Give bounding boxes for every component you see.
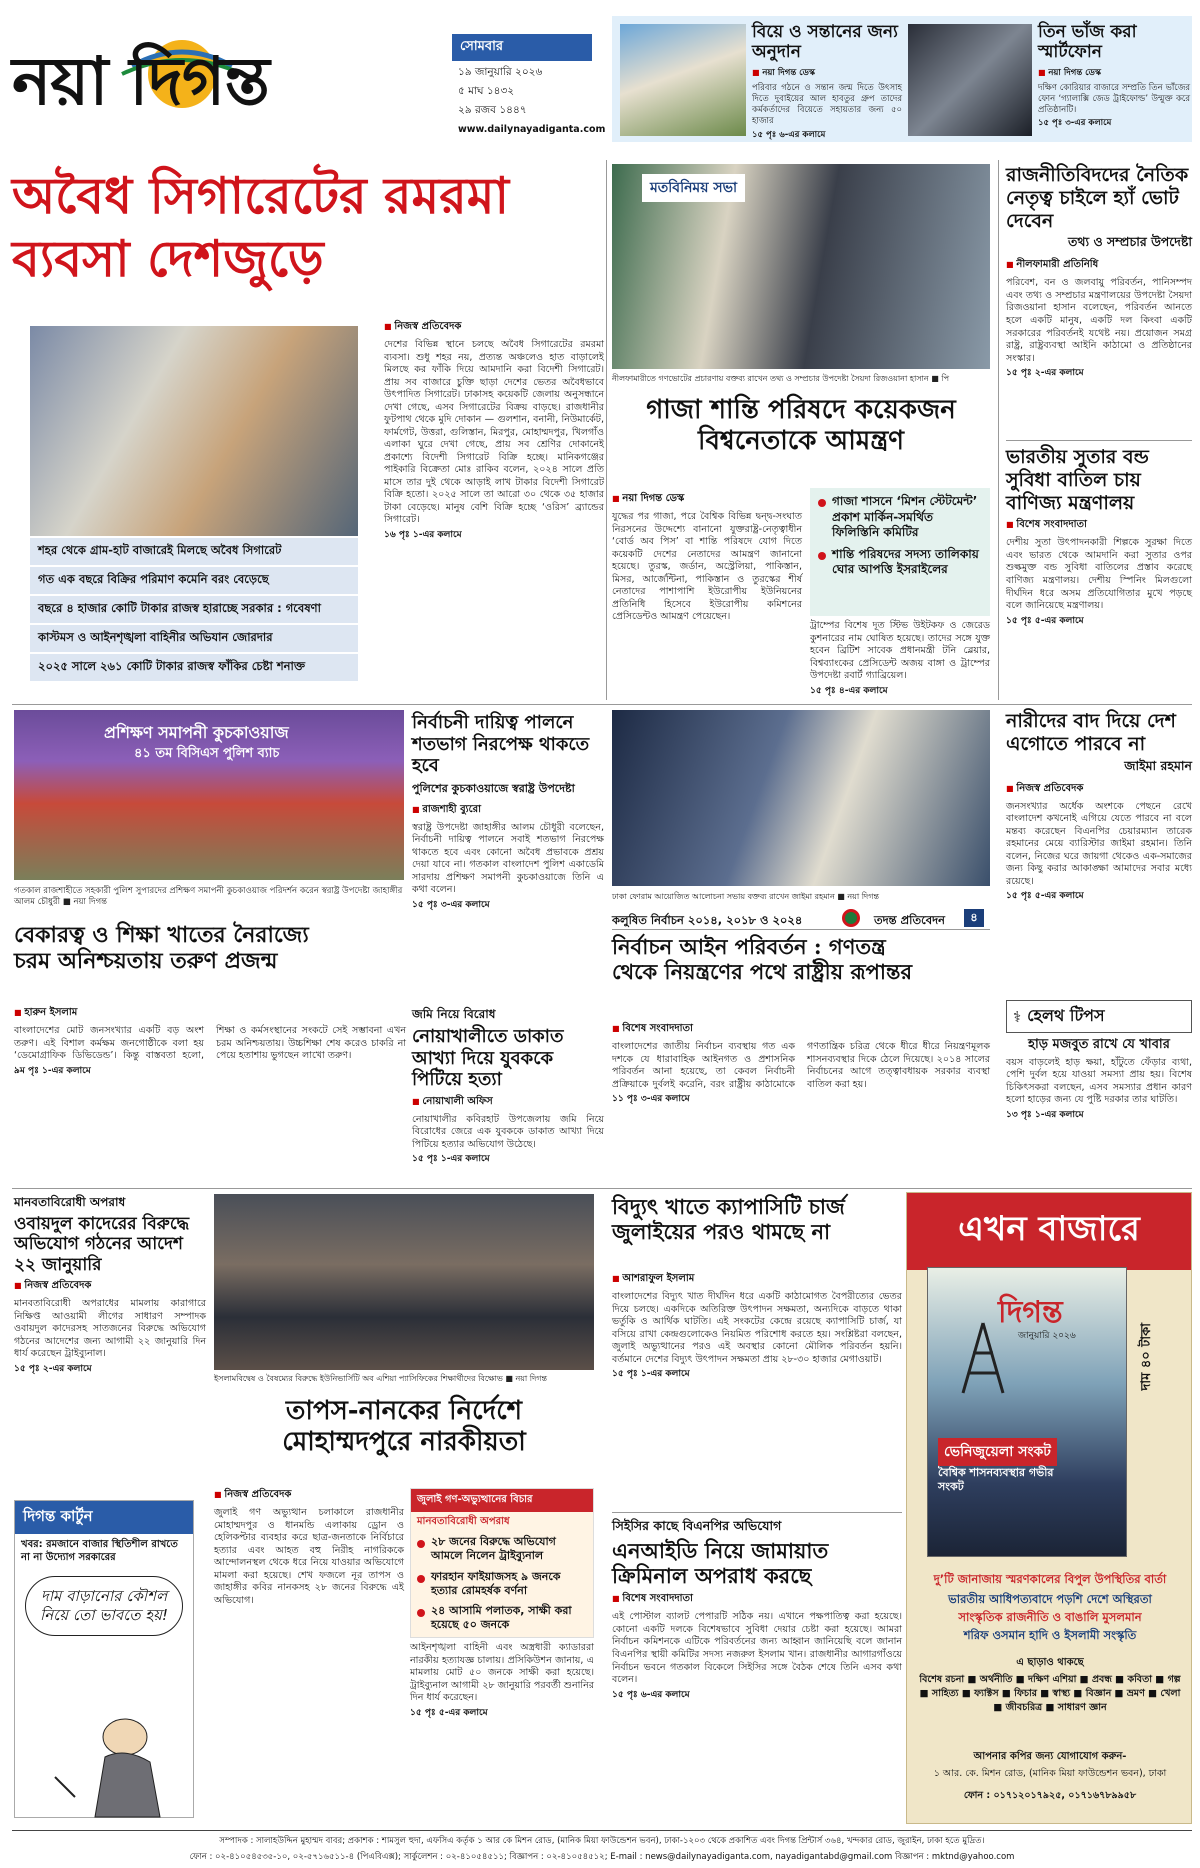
lead-headline[interactable] xyxy=(12,165,612,305)
election-tag: তদন্ত প্রতিবেদন xyxy=(874,913,946,927)
magazine-name: দিগন্ত xyxy=(998,1295,1063,1330)
taposh-headline-line1[interactable]: তাপস-নানকের নির্দেশে xyxy=(285,1396,523,1426)
youth-headline-line1[interactable]: বেকারত্ব ও শিক্ষা খাতের নৈরাজ্যে xyxy=(14,922,309,948)
ad-contact: ১ আর. কে. মিশন রোড, (মানিক মিয়া ফাউন্ডেশন ভবন), ঢাকা xyxy=(933,1768,1167,1779)
magazine-month: জানুয়ারি ২০২৬ xyxy=(1018,1331,1076,1341)
gaza-article-col2 xyxy=(810,620,990,696)
cartoon-figure-icon xyxy=(15,1707,193,1817)
teaser-grants-byline: ■ নয়া দিগন্ত ডেস্ক xyxy=(752,66,902,80)
lead-strips xyxy=(30,538,358,694)
lead-strip-4: কাস্টমস ও আইনশৃঙ্খলা বাহিনীর অভিযান জোরদার xyxy=(30,625,358,654)
youth-headline[interactable] xyxy=(14,922,406,1000)
health-continued[interactable]: ১৩ পৃঃ ১-এর কলামে xyxy=(1006,1109,1084,1120)
youth-story xyxy=(14,1002,406,1182)
lead-strip-5: ২০২৫ সালে ২৬১ কোটি টাকার রাজস্ব ফাঁকির চেষ্টা শনাক্ত xyxy=(30,654,358,683)
nid-headline-line2[interactable]: ক্রিমিনাল অপরাধ করছে xyxy=(612,1563,812,1589)
lead-headline-line2[interactable]: ব্যবসা দেশজুড়ে xyxy=(12,228,324,288)
women-story xyxy=(1006,710,1192,1000)
gaza-bullet-2: শান্তি পরিষদের সদস্য তালিকায় ঘোর আপত্তি ইসরাইলের xyxy=(818,547,982,578)
power-story xyxy=(612,1268,902,1508)
health-logo xyxy=(1006,1000,1192,1033)
yarn-body: দেশীয় সুতা উৎপাদনকারী শিল্পকে সুরক্ষা দিতে এবং ভারত থেকে আমদানি করা সুতার ওপর শুল্কমুক্ত বন্ড সুবিধা বাতিলের প্রস্তাব করেছে বাণিজ্য মন্ত্রণালয়। দেশীয় স্পিনিং মিলগুলো দীর্ঘদিন ধরে অসম প্রতিযোগিতার মুখে পড়ছে বলে জানিয়েছে মন্ত্রণালয়। xyxy=(1006,537,1192,612)
gaza-byline: ■ নয়া দিগন্ত ডেস্ক xyxy=(612,491,802,508)
taposh-bullet-2: ফারহান ফাইয়াজসহ ৯ জনকে হত্যার রোমহর্ষক বর্ণনা xyxy=(417,1570,587,1599)
lead-photo xyxy=(30,326,358,536)
gaza-photo-banner: মতবিনিময় সভা xyxy=(642,174,745,202)
taposh-col1 xyxy=(214,1484,404,1820)
lead-byline: ■ নিজস্ব প্রতিবেদক xyxy=(384,319,604,336)
yarn-continued[interactable]: ১৫ পৃঃ ৫-এর কলামে xyxy=(1006,615,1084,626)
date-hijri: ২৯ রজব ১৪৪৭ xyxy=(458,104,527,116)
women-byline: ■ নিজস্ব প্রতিবেদক xyxy=(1006,781,1192,798)
health-headline[interactable]: হাড় মজবুত রাখে যে খাবার xyxy=(1028,1037,1170,1052)
election-series: কলুষিত নির্বাচন ২০১৪, ২০১৮ ও ২০২৪ xyxy=(612,913,803,927)
date-english: ১৯ জানুয়ারি ২০২৬ xyxy=(458,66,543,78)
noakhali-story xyxy=(412,1006,604,1182)
election-series-bar xyxy=(612,908,990,930)
noakhali-headline[interactable]: নোয়াখালীতে ডাকাত আখ্যা দিয়ে যুবককে পিটিয়ে হত্যা xyxy=(412,1026,564,1091)
election-part: ৪ xyxy=(964,909,984,927)
police-photo-sub: ৪১ তম বিসিএস পুলিশ ব্যাচ xyxy=(134,746,280,761)
lead-continued[interactable]: ১৬ পৃঃ ১-এর কলামে xyxy=(384,529,462,540)
cartoon-label: দিগন্ত কার্টুন xyxy=(15,1501,193,1534)
taposh-headline[interactable] xyxy=(214,1396,594,1480)
women-headline[interactable]: নারীদের বাদ দিয়ে দেশ এগোতে পারবে না xyxy=(1006,710,1176,755)
teaser-photo-family xyxy=(620,24,746,136)
taposh-headline-line2[interactable]: মোহাম্মদপুরে নারকীয়তা xyxy=(282,1427,526,1458)
women-sub: জাইমা রহমান xyxy=(1124,757,1192,773)
teaser-phone[interactable] xyxy=(1038,22,1190,140)
election-story xyxy=(612,1018,990,1184)
power-headline-line1[interactable]: বিদ্যুৎ খাতে ক্যাপাসিটি চার্জ xyxy=(612,1194,845,1219)
police-sub: পুলিশের কুচকাওয়াজে স্বরাষ্ট্র উপদেষ্টা xyxy=(412,781,575,795)
ad-line4: শরিফ ওসমান হাদি ও ইসলামী সংস্কৃতি xyxy=(963,1628,1137,1642)
gaza-bullet-1: গাজা শাসনে ‘মিশন স্টেটমেন্ট’ প্রকাশ মার্কিন-সমর্থিত ফিলিস্তিনি কমিটির xyxy=(818,494,982,541)
taposh-box xyxy=(410,1488,594,1638)
nid-story xyxy=(612,1518,902,1824)
oil-rig-icon xyxy=(948,1318,1018,1398)
obaidul-body: মানবতাবিরোধী অপরাধের মামলায় কারাগারে নিক্ষিপ্ত আওয়ামী লীগের সাধারণ সম্পাদক ওবায়দুল কাদেরসহ সাতজনের বিরুদ্ধে অভিযোগ গঠনের আদেশের জন্য আগামী ২২ জানুয়ারি দিন ধার্য করেছেন ট্রাইব্যুনাল। xyxy=(14,1298,206,1360)
taposh-bullet-1: ২৮ জনের বিরুদ্ধে অভিযোগ আমলে নিলেন ট্রাইব্যুনাল xyxy=(417,1535,587,1564)
website-url[interactable]: www.dailynayadiganta.com xyxy=(458,124,606,135)
cartoon-bubble: দাম বাড়ানোর কৌশল নিয়ে তো ভাবতে হয়! xyxy=(25,1576,183,1636)
weekday: সোমবার xyxy=(452,34,592,61)
youth-continued[interactable]: ৯ম পৃঃ ১-এর কলামে xyxy=(14,1065,91,1076)
cartoon-box xyxy=(14,1500,194,1818)
gaza-article-col1 xyxy=(612,488,802,694)
ad-line3: সাংস্কৃতিক রাজনীতি ও বাঙালি মুসলমান xyxy=(958,1610,1142,1624)
politicians-byline: ■ নীলফামারী প্রতিনিধি xyxy=(1006,257,1192,274)
gaza-body-2: ট্রাম্পের বিশেষ দূত স্টিভ উইটকফ ও জেরেড কুশনারের নাম ঘোষিত হয়েছে। তাদের সঙ্গে যুক্ত হবেন ব্রিটিশ সাবেক প্রধানমন্ত্রী টনি ব্লেয়ার, বিশ্বব্যাংকের প্রেসিডেন্ট অজয় বাঙ্গা ও ট্রাম্পের উপদেষ্টা রবার্ট গ্যাব্রিয়েল। xyxy=(810,620,990,682)
gaza-photo xyxy=(612,164,990,369)
obaidul-byline: ■ নিজস্ব প্রতিবেদক xyxy=(14,1278,206,1295)
lead-body: দেশের বিভিন্ন স্থানে চলছে অবৈধ সিগারেটের রমরমা ব্যবসা। শুধু শহর নয়, প্রত্যন্ত অঞ্চলেও হাত বাড়ালেই মিলছে কর ফাঁকি দিয়ে আমদানি করা বিদেশী সিগারেট। প্রায় সব বাজারে চুক্তি ছাড়া দেশের ভেতর অবৈধভাবে উৎপাদিত সিগারেট। ঢাকাসহ কয়েকটি জেলায় অনুসন্ধানে দেখা গেছে, এসব সিগারেটের বিক্রয় বাড়ছে। রাজধানীর ফুটপাথ থেকে মুদি দোকান — গুলশান, বনানী, নিউমার্কেট, ফার্মগেট, উত্তরা, গুলিস্তান, মিরপুর, মোহাম্মদপুর, খিলগাঁও এলাকা ঘুরে দেখা গেছে, প্রায় সব শ্রেণির দোকানেই প্রকাশ্যে বিদেশী সিগারেট বিক্রি হচ্ছে। মানিকগঞ্জের পাইকারি বিক্রেতা মোঃ রাকিব বলেন, ২০২৪ সালে প্রতি মাসে তার দুই থেকে আড়াই লাখ টাকার বিদেশী সিগারেট বিক্রি হতো। ২০২৫ সালে তা আরো ৩০ থেকে ৩৫ হাজার টাকা বেড়েছে। মানুষ বেশি বিক্রি হচ্ছে ‘ওরিস’ ব্র্যান্ডের সিগারেট। xyxy=(384,339,604,526)
taposh-bullet-3: ২৪ আসামি পলাতক, সাক্ষী করা হয়েছে ৫০ জনকে xyxy=(417,1604,587,1633)
magazine-cover xyxy=(927,1267,1127,1557)
election-byline: ■ বিশেষ সংবাদদাতা xyxy=(612,1021,990,1038)
cartoon-headline: খবর: রমজানে বাজার স্থিতিশীল রাখতে না না উদ্যোগ সরকারের xyxy=(21,1539,178,1563)
protest-caption: ইসলামবিদ্বেষ ও বৈষম্যের বিরুদ্ধে ইউনিভার্সিটি অব এশিয়া প্যাসিফিকের শিক্ষার্থীদের বিক্ষোভ ■ নয়া দিগন্ত xyxy=(214,1374,548,1383)
teaser-grants[interactable] xyxy=(752,22,902,140)
nid-continued[interactable]: ১৫ পৃঃ ৬-এর কলামে xyxy=(612,1689,690,1700)
election-headline-line2[interactable]: থেকে নিয়ন্ত্রণের পথে রাষ্ট্রীয় রূপান্তর xyxy=(612,959,913,985)
gaza-body: যুদ্ধের পর গাজা, পরে বৈশ্বিক বিভিন্ন দ্বন্দ্ব-সংঘাত নিরসনের উদ্দেশ্যে বানানো যুক্তরাষ্ট্র-নেতৃত্বাধীন ‘বোর্ড অব পিস’ বা শান্তি পরিষদে যোগ দিতে কয়েকটি দেশের নেতাদের আমন্ত্রণ জানানো হয়েছে। তুরস্ক, জর্ডান, অস্ট্রেলিয়া, পাকিস্তান, মিসর, আর্জেন্টিনা, পাকিস্তান ও তুরস্কের শীর্ষ নেতাদের পাশাপাশি ইউরোপীয় ইউনিয়নের প্রতিনিধি হিসেবে ইউরোপীয় কমিশনের প্রেসিডেন্টও আমন্ত্রণ পেয়েছেন। xyxy=(612,511,802,623)
teaser-grants-cont[interactable]: ১৫ পৃঃ ৬-এর কলামে xyxy=(752,129,826,140)
ad-price: দাম ৪০ টাকা xyxy=(1139,1323,1154,1391)
ad-title: এখন বাজারে xyxy=(907,1193,1191,1270)
yarn-story xyxy=(1006,446,1192,696)
politicians-sub: তথ্য ও সম্প্রচার উপদেষ্টা xyxy=(1068,234,1192,250)
newspaper-logo[interactable]: নয়া দিগন্ত xyxy=(12,42,269,120)
date-bangla: ৫ মাঘ ১৪৩২ xyxy=(458,85,515,97)
noakhali-body: নোয়াখালীর কবিরহাট উপজেলায় জমি নিয়ে বিরোধের জেরে এক যুবককে ডাকাত আখ্যা দিয়ে পিটিয়ে হত্যার অভিযোগ উঠেছে। xyxy=(412,1113,604,1150)
teaser-phone-cont[interactable]: ১৫ পৃঃ ৩-এর কলামে xyxy=(1038,118,1112,129)
protest-photo xyxy=(214,1194,594,1370)
police-body: স্বরাষ্ট্র উপদেষ্টা জাহাঙ্গীর আলম চৌধুরী বলেছেন, নির্বাচনী দায়িত্ব পালনে সবাই শতভাগ নিরপেক্ষ থাকতে হবে এবং কোনো অবৈধ প্রভাবকে প্রশ্রয় দেয়া যাবে না। গতকাল বাংলাদেশ পুলিশ একাডেমি সারদায় প্রশিক্ষণ সমাপনী কুচকাওয়াজে তিনি এ কথা বলেন। xyxy=(412,821,604,896)
teaser-phone-title[interactable]: তিন ভাঁজ করা স্মার্টফোন xyxy=(1038,22,1137,63)
noakhali-byline: ■ নোয়াখালী অফিস xyxy=(412,1094,604,1111)
teaser-phone-text: দক্ষিণ কোরিয়ার বাজারে সম্প্রতি তিন ভাঁজের ফোন ‘গ্যালাক্সি জেড ট্রাইফোল্ড’ উন্মুক্ত করে প্রতিষ্ঠানটি। xyxy=(1038,82,1190,116)
teaser-grants-text: পরিবার গঠনে ও সন্তান জন্ম দিতে উৎসাহ দিতে দুবাইয়ের আল হাবতুর গ্রুপ তাদের কর্মকর্তাদের বিয়েতে সহায়তার জন্য ৫০ হাজার xyxy=(752,82,902,127)
taposh-box-head: জুলাই গণ-অভ্যুত্থানের বিচার xyxy=(411,1489,593,1512)
nid-body: এই পোস্টাল ব্যালট পেপারটি সঠিক নয়। এখানে পক্ষপাতিত্ব করা হয়েছে। কোনো একটি দলকে বিশেষভাবে সুবিধা দেয়ার চেষ্টা করা হয়েছে। আমরা নির্বাচন কমিশনকে এটিকে পরিবর্তনের জন্য আহ্বান জানিয়েছি বলে জানান বিএনপির স্থায়ী কমিটির সদস্য নজরুল ইসলাম খান। রাজধানীর আগারগাঁওয়ে নির্বাচন ভবনে গতকাল বিকেলে সিইসির সঙ্গে বৈঠক শেষে তিনি এসব কথা বলেন। xyxy=(612,1611,902,1686)
taposh-continued[interactable]: ১৫ পৃঃ ৫-এর কলামে xyxy=(410,1707,488,1718)
ad-lead: দু’টি জানাজায় স্মরণকালের বিপুল উপস্থিতির বার্তা xyxy=(933,1572,1167,1586)
magazine-ad[interactable] xyxy=(906,1192,1192,1824)
doctor-icon: ⚕ xyxy=(1013,1007,1022,1026)
ad-tags: বিশেষ রচনা ■ অর্থনীতি ■ দক্ষিণ এশিয়া ■ প্রবন্ধ ■ কবিতা ■ গল্প ■ সাহিত্য ■ ফ্যাক্টস ■ ফিচার ■ স্বাস্থ্য ■ বিজ্ঞান ■ ভ্রমণ ■ খেলা ■ জীবচরিত্র ■ সাধারণ জ্ঞান xyxy=(919,1674,1181,1713)
teaser-phone-byline: ■ নয়া দিগন্ত ডেস্ক xyxy=(1038,66,1190,80)
police-byline: ■ রাজশাহী ব্যুরো xyxy=(412,802,604,819)
police-story xyxy=(412,712,604,1002)
election-headline-line1[interactable]: নির্বাচন আইন পরিবর্তন : গণতন্ত্র xyxy=(612,934,886,959)
obaidul-story xyxy=(14,1194,206,1494)
politicians-body: পরিবেশ, বন ও জলবায়ু পরিবর্তন, পানিসম্পদ এবং তথ্য ও সম্প্রচার মন্ত্রণালয়ের উপদেষ্টা সৈয়দা রিজওয়ানা হাসান বলেছেন, পরিবর্তন আনতে হলে একটি মানুষ, একটি দল কিংবা একটি সরকারের পরিবর্তনই যথেষ্ট নয়। প্রয়োজন সমগ্র রাষ্ট্র, রাষ্ট্রব্যবস্থা আইনি কাঠামো ও প্রতিষ্ঠানের সংস্কার। xyxy=(1006,277,1192,364)
police-photo-banner: প্রশিক্ষণ সমাপনী কুচকাওয়াজ xyxy=(104,723,289,742)
taposh-box-sub: মানবতাবিরোধী অপরাধ xyxy=(417,1516,510,1527)
gaza-headline-line2[interactable]: বিশ্বনেতাকে আমন্ত্রণ xyxy=(698,426,904,457)
nid-kicker: সিইসির কাছে বিএনপির অভিযোগ xyxy=(612,1518,782,1533)
taposh-byline: ■ নিজস্ব প্রতিবেদক xyxy=(214,1487,404,1504)
election-body: বাংলাদেশের জাতীয় নির্বাচন ব্যবস্থায় গত এক দশকে যে ধারাবাহিক আইনগত ও প্রশাসনিক পরিবর্তন আনা হয়েছে, তা কেবল নির্বাচনী প্রক্রিয়াকে দুর্বলই করেনি, বরং রাষ্ট্রীয় কাঠামোকে গণতান্ত্রিক চরিত্র থেকে ধীরে ধীরে নিয়ন্ত্রণমূলক শাসনব্যবস্থার দিকে ঠেলে দিয়েছে। ২০১৪ সালের নির্বাচনের আগে তত্ত্বাবধায়ক সরকার ব্যবস্থা বাতিল করা হয়। xyxy=(612,1041,990,1090)
health-logo-text: হেলথ টিপস xyxy=(1027,1006,1105,1025)
seal-icon xyxy=(842,909,860,927)
health-body: বয়স বাড়লেই হাড় ক্ষয়া, হাঁটুতে ফেঁড়ার ব্যথা, পেশি দুর্বল হয়ে যাওয়া সমস্যা প্রায় হয়। বিশেষ চিকিৎসকরা বলছেন, এসব সমস্যার প্রধান কারণ হলো হাড়ের জন্য যে পুষ্টি দরকার তার ঘাটতি। xyxy=(1006,1056,1192,1106)
gaza-continued[interactable]: ১৫ পৃঃ ৪-এর কলামে xyxy=(810,685,888,696)
lead-strip-2: গত এক বছরে বিক্রির পরিমাণ কমেনি বরং বেড়েছে xyxy=(30,567,358,596)
noakhali-kicker: জমি নিয়ে বিরোধ xyxy=(412,1007,496,1021)
politicians-story xyxy=(1006,164,1192,434)
youth-byline: ■ হারুন ইসলাম xyxy=(14,1005,406,1022)
nid-headline-line1[interactable]: এনআইডি নিয়ে জামায়াত xyxy=(612,1538,829,1563)
imprint-line2: ফোন : ০২-৪১০৫৪৫৩৫-১০, ০২-৫৭১৬৫১১-৪ (পিএবিএক্স); সার্কুলেশন : ০২-৪১০৫৪৫১১; বিজ্ঞাপন : ০২-৪১০৫৪৫১২; E-mail : news@dailynayadiganta.com, nayadigantabd@gmail.com বিজ্ঞাপন : mktnd@yahoo.com xyxy=(189,1852,1015,1862)
power-headline-line2[interactable]: জুলাইয়ের পরও থামছে না xyxy=(612,1219,831,1245)
yarn-headline[interactable]: ভারতীয় সুতার বন্ড সুবিধা বাতিল চায় বাণিজ্য মন্ত্রণালয় xyxy=(1006,446,1149,514)
ad-contact-label: আপনার কপির জন্য যোগাযোগ করুন- xyxy=(973,1751,1127,1762)
women-body: জনসংখ্যার অর্ধেক অংশকে পেছনে রেখে বাংলাদেশ কখনোই এগিয়ে যেতে পারবে না বলে মন্তব্য করেছেন বিএনপির চেয়ারম্যান তারেক রহমানের মেয়ে ব্যারিস্টার জাইমা রহমান। তিনি বলেন, নিজের ঘরে জায়গা থেকেও এক-সমাজের জন্য কিছু করার আকাঙ্ক্ষা আমাদের সবার মধ্যে রয়েছে। xyxy=(1006,800,1192,887)
noakhali-continued[interactable]: ১৫ পৃঃ ১-এর কলামে xyxy=(412,1154,490,1165)
ad-also: এ ছাড়াও থাকছে xyxy=(1016,1657,1084,1668)
date-box xyxy=(452,34,606,135)
gaza-photo-caption: নীলফামারীতে গণভোটের প্রচারণায় বক্তব্য রাখেন তথ্য ও সম্প্রচার উপদেষ্টা সৈয়দা রিজওয়ানা হাসান ■ পি xyxy=(612,374,950,383)
forum-caption: ঢাকা ফোরাম আয়োজিত আলোচনা সভায় বক্তব্য রাখেন জাইমা রহমান ■ নয়া দিগন্ত xyxy=(612,892,879,901)
obaidul-kicker: মানবতাবিরোধী অপরাধ xyxy=(14,1195,126,1209)
power-byline: ■ আশরাফুল ইসলাম xyxy=(612,1271,902,1288)
forum-photo xyxy=(612,710,990,886)
police-photo xyxy=(14,710,404,880)
health-story xyxy=(1006,1000,1192,1184)
power-continued[interactable]: ১৫ পৃঃ ১-এর কলামে xyxy=(612,1369,690,1380)
power-headline[interactable] xyxy=(612,1194,902,1266)
women-continued[interactable]: ১৫ পৃঃ ৫-এর কলামে xyxy=(1006,891,1084,902)
lead-strip-1: শহর থেকে গ্রাম-হাট বাজারেই মিলছে অবৈধ সিগারেট xyxy=(30,538,358,567)
obaidul-continued[interactable]: ১৫ পৃঃ ২-এর কলামে xyxy=(14,1363,92,1374)
teaser-photo-phone xyxy=(908,24,1032,136)
power-body: বাংলাদেশের বিদ্যুৎ খাত দীর্ঘদিন ধরে একটি কাঠামোগত বৈপরীত্যের ভেতর দিয়ে চলছে। একদিকে অতিরিক্ত উৎপাদন সক্ষমতা, অন্যদিকে বাড়তে থাকা ভর্তুকি ও আর্থিক ঘাটতি। এই সংকটের কেন্দ্রে রয়েছে ক্যাপাসিটি চার্জ, যা বসিয়ে রাখা কেন্দ্রগুলোকেও নিয়মিত পরিশোধ করতে হয়। সংশ্লিষ্টরা বলছেন, জুলাই অভ্যুত্থানের পরও এই অবস্থার কোনো মৌলিক পরিবর্তন হয়নি। বর্তমানে দেশের বিদ্যুৎ উৎপাদন সক্ষমতা প্রায় ২৮-৩০ হাজার মেগাওয়াট। xyxy=(612,1291,902,1365)
election-continued[interactable]: ১১ পৃঃ ৩-এর কলামে xyxy=(612,1094,690,1105)
cover-headline: ভেনিজুয়েলা সংকট xyxy=(938,1438,1057,1466)
lead-strip-3: বছরে ৪ হাজার কোটি টাকার রাজস্ব হারাচ্ছে সরকার : গবেষণা xyxy=(30,596,358,625)
police-caption: গতকাল রাজশাহীতে সহকারী পুলিশ সুপারদের প্রশিক্ষণ সমাপনী কুচকাওয়াজ পরিদর্শন করেন স্বরাষ্ট্র উপদেষ্টা জাহাঙ্গীর আলম চৌধুরী ■ নয়া দিগন্ত xyxy=(14,886,403,907)
gaza-headline[interactable] xyxy=(612,395,990,485)
politicians-continued[interactable]: ১৫ পৃঃ ২-এর কলামে xyxy=(1006,368,1084,379)
taposh-col2 xyxy=(410,1642,594,1822)
election-headline[interactable] xyxy=(612,934,990,1016)
gaza-bullet-box xyxy=(810,488,990,616)
gaza-headline-line1[interactable]: গাজা শান্তি পরিষদে কয়েকজন xyxy=(646,395,956,425)
nid-byline: ■ বিশেষ সংবাদদাতা xyxy=(612,1591,902,1608)
imprint-footer xyxy=(12,1830,1192,1866)
ad-phones: ফোন : ০১৭১২০১৭৯২৫, ০১৭১৬৭৮৯৯৫৮ xyxy=(963,1790,1137,1801)
yarn-byline: ■ বিশেষ সংবাদদাতা xyxy=(1006,517,1192,534)
police-headline[interactable]: নির্বাচনী দায়িত্ব পালনে শতভাগ নিরপেক্ষ থাকতে হবে xyxy=(412,712,590,777)
taposh-body-2: আইনশৃঙ্খলা বাহিনী এবং অস্ত্রধারী ক্যাডাররা নারকীয় হত্যাযজ্ঞ চালায়। প্রসিকিউশন জানায়, এ মামলায় মোট ৫০ জনকে সাক্ষী করা হয়েছে। ট্রাইব্যুনাল আগামী ২৮ জানুয়ারি পরবর্তী শুনানির দিন ধার্য করেছেন। xyxy=(410,1642,594,1704)
police-continued[interactable]: ১৫ পৃঃ ৩-এর কলামে xyxy=(412,899,490,910)
politicians-headline[interactable]: রাজনীতিবিদদের নৈতিক নেতৃত্ব চাইলে হ্যাঁ ভোট দেবেন xyxy=(1006,164,1189,232)
ad-line2: ভারতীয় আধিপত্যবাদে পড়শি দেশে অস্থিরতা xyxy=(948,1592,1152,1606)
obaidul-headline[interactable]: ওবায়দুল কাদেরের বিরুদ্ধে অভিযোগ গঠনের আদেশ ২২ জানুয়ারি xyxy=(14,1214,190,1275)
taposh-body: জুলাই গণ অভ্যুত্থান চলাকালে রাজধানীর মোহাম্মদপুর ও ধানমন্ডি এলাকায় ড্রোন ও হেলিকপ্টার ব্যবহার করে ছাত্র-জনতাকে নির্বিচারে হত্যার এবং আহত বহু নিরীহ নাগরিককে আন্দোলনস্থল থেকে ধরে নিয়ে যাওয়ার অভিযোগে মামলা করা হয়েছে। শেখ ফজলে নূর তাপস ও জাহাঙ্গীর কবির নানকসহ ২৮ জনের বিরুদ্ধে এই অভিযোগ। xyxy=(214,1507,404,1606)
lead-headline-line1[interactable]: অবৈধ সিগারেটের রমরমা xyxy=(12,166,510,225)
imprint-line1: সম্পাদক : সালাহউদ্দিন মুহাম্মদ বাবর; প্রকাশক : শামসুল হুদা, এফসিএ কর্তৃক ১ আর কে মিশন রোড, (মানিক মিয়া ফাউন্ডেশন ভবন), ঢাকা-১২০৩ থেকে প্রকাশিত এবং দিগন্ত প্রিন্টার্স ৩৬৪, খন্দকার রোড, জুরাইন, ঢাকা হতে মুদ্রিত। xyxy=(219,1836,985,1846)
cover-sub: বৈশ্বিক শাসনব্যবস্থার গভীর সংকট xyxy=(938,1466,1054,1494)
lead-article xyxy=(384,316,604,696)
teaser-grants-title[interactable]: বিয়ে ও সন্তানের জন্য অনুদান xyxy=(752,22,898,63)
youth-headline-line2[interactable]: চরম অনিশ্চয়তায় তরুণ প্রজন্ম xyxy=(14,948,278,975)
youth-body: বাংলাদেশের মোট জনসংখ্যার একটি বড় অংশ তরুণ। এই বিশাল কর্মক্ষম জনগোষ্ঠীকে বলা হয় ‘ডেমোগ্রাফিক ডিভিডেন্ড’। কিন্তু বাস্তবতা হলো, শিক্ষা ও কর্মসংস্থানের সংকটে সেই সম্ভাবনা এখন চরম অনিশ্চয়তায়। উচ্চশিক্ষা শেষ করেও চাকরি না পেয়ে হতাশায় ভুগছেন লাখো তরুণ। xyxy=(14,1025,406,1062)
